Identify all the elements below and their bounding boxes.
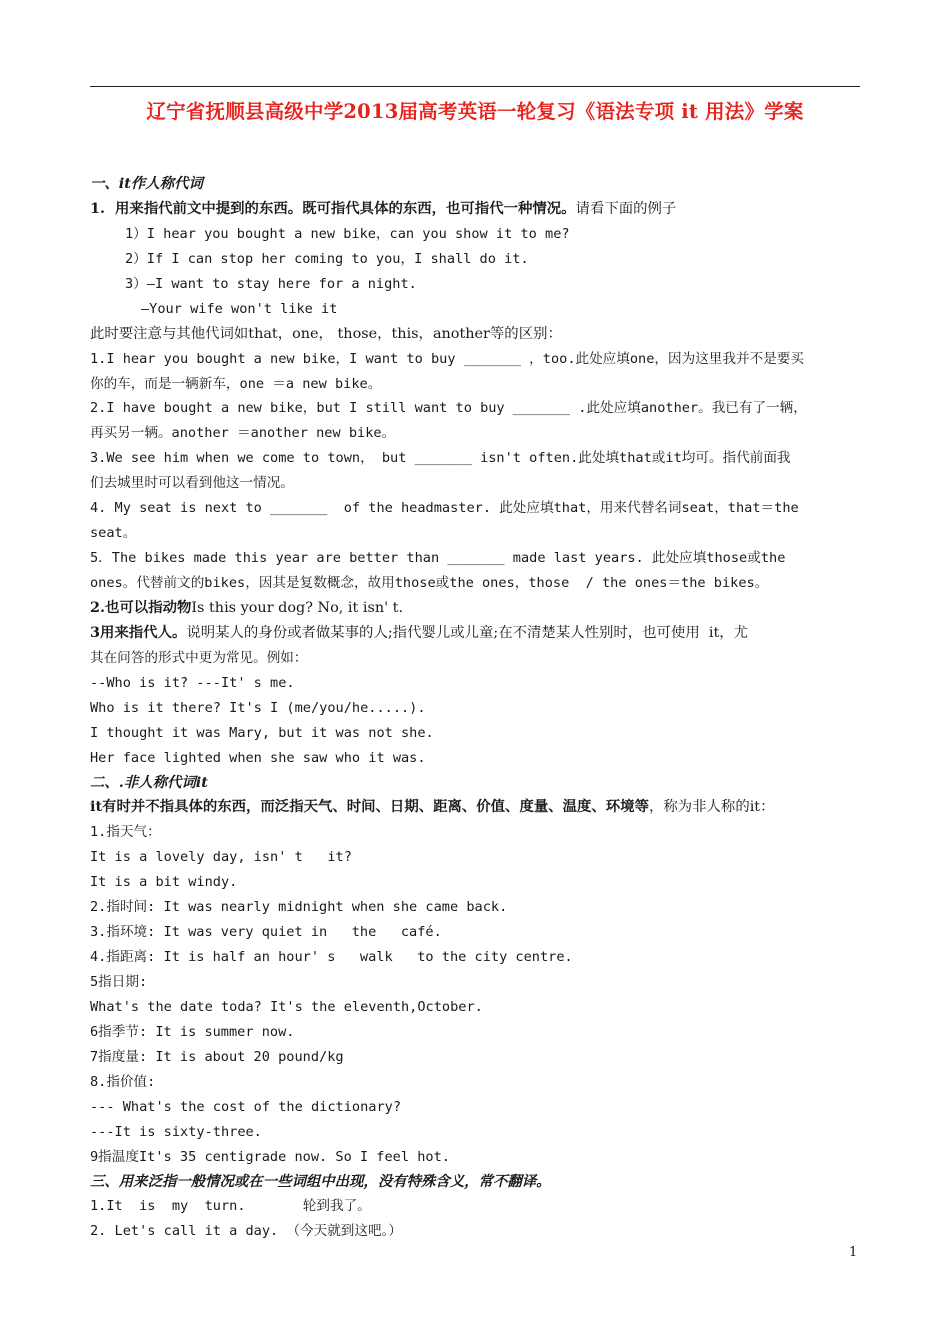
line-rest: Is this your dog? No, it isn' t. xyxy=(191,599,404,616)
text-line: 1）I hear you bought a new bike，can you show it to me? xyxy=(125,225,570,242)
text-line: 2. Let's call it a day. （今天就到这吧。） xyxy=(90,1223,402,1240)
text-line: ---It is sixty-three. xyxy=(90,1123,262,1140)
text-line: --- What's the cost of the dictionary? xyxy=(90,1098,401,1115)
line-rest: 请看下面的例子 xyxy=(575,200,677,217)
text-line: 5指日期: xyxy=(90,974,148,990)
text-line: I thought it was Mary, but it was not she. xyxy=(90,724,434,741)
text-line: 其在问答的形式中更为常见。例如： xyxy=(90,649,308,666)
page-number: 1 xyxy=(849,1245,858,1260)
text-line: 4.指距离: It is half an hour' s walk to the city centre. xyxy=(90,949,573,966)
text-line: Her face lighted when she saw who it was. xyxy=(90,749,426,766)
text-line: 此时要注意与其他代词如that，one， those，this，another等的区别： xyxy=(90,325,562,342)
text-line: It is a bit windy. xyxy=(90,874,238,891)
bold-lead: it有时并不指具体的东西，而泛指天气、时间、日期、距离、价值、度量、温度、环境等 xyxy=(90,798,649,816)
document-title: 辽宁省抚顺县高级中学2013届高考英语一轮复习《语法专项 it 用法》学案 xyxy=(146,100,804,123)
text-line: --Who is it? ---It' s me. xyxy=(90,674,295,691)
header-rule xyxy=(90,86,860,87)
text-line xyxy=(90,197,862,222)
text-line: 们去城里时可以看到他这一情况。 xyxy=(90,475,294,492)
bold-lead: 2.也可以指动物 xyxy=(90,598,192,616)
text-line: 2）If I can stop her coming to you，I shall do it. xyxy=(125,250,529,267)
bold-lead: 1. 用来指代前文中提到的东西。既可指代具体的东西，也可指代一种情况。 xyxy=(90,199,576,217)
line-rest: ，称为非人称的it： xyxy=(648,799,775,816)
text-line: 9指温度It's 35 centigrade now. So I feel hot. xyxy=(90,1148,450,1165)
section-heading: 二、.非人称代词it xyxy=(90,773,208,791)
text-line: —Your wife won't like it xyxy=(141,300,338,317)
bold-lead: 3用来指代人。 xyxy=(90,623,187,641)
text-line: 4. My seat is next to _______ of the headmaster. 此处应填that，用来代替名词seat，that＝the xyxy=(90,500,799,517)
document-body xyxy=(90,172,862,1244)
text-line: 你的车，而是一辆新车，one ＝a new bike。 xyxy=(90,375,382,392)
text-line: 3.We see him when we come to town， but _______ isn't often.此处填that或it均可。指代前面我 xyxy=(90,450,791,467)
section-heading: 三、用来泛指一般情况或在一些词组中出现，没有特殊含义，常不翻译。 xyxy=(90,1172,551,1190)
text-line: 1.指天气： xyxy=(90,824,161,841)
text-line: 再买另一辆。another ＝another new bike。 xyxy=(90,425,396,442)
text-line: 3.指环境: It was very quiet in the café. xyxy=(90,924,442,941)
text-line: Who is it there? It's I (me/you/he.....). xyxy=(90,699,426,716)
text-line: 5．The bikes made this year are better than _______ made last years. 此处应填those或the xyxy=(90,550,786,567)
text-line: 1.I hear you bought a new bike，I want to buy _______ ，too.此处应填one，因为这里我并不是要买 xyxy=(90,350,804,367)
text-line: 1.It is my turn. 轮到我了。 xyxy=(90,1198,371,1215)
text-line xyxy=(90,795,862,820)
text-line: What's the date toda? It's the eleventh,October. xyxy=(90,998,483,1015)
text-line xyxy=(90,621,862,646)
text-line: seat。 xyxy=(90,525,137,542)
line-rest: 说明某人的身份或者做某事的人;指代婴儿或儿童;在不清楚某人性别时，也可使用 it，尤 xyxy=(186,624,749,641)
text-line: 3）—I want to stay here for a night. xyxy=(125,275,417,292)
section-heading: 一、it作人称代词 xyxy=(90,175,203,192)
text-line: 7指度量: It is about 20 pound/kg xyxy=(90,1048,344,1065)
text-line: 8.指价值: xyxy=(90,1073,156,1090)
text-line: ones。代替前文的bikes，因其是复数概念，故用those或the ones，those / the ones＝the bikes。 xyxy=(90,575,769,591)
text-line: 2.指时间: It was nearly midnight when she came back. xyxy=(90,899,508,916)
text-line xyxy=(90,596,862,621)
text-line: It is a lovely day, isn' t it? xyxy=(90,849,352,866)
text-line: 2.I have bought a new bike，but I still want to buy _______ .此处应填another。我已有了一辆， xyxy=(90,400,807,417)
text-line: 6指季节: It is summer now. xyxy=(90,1023,295,1040)
